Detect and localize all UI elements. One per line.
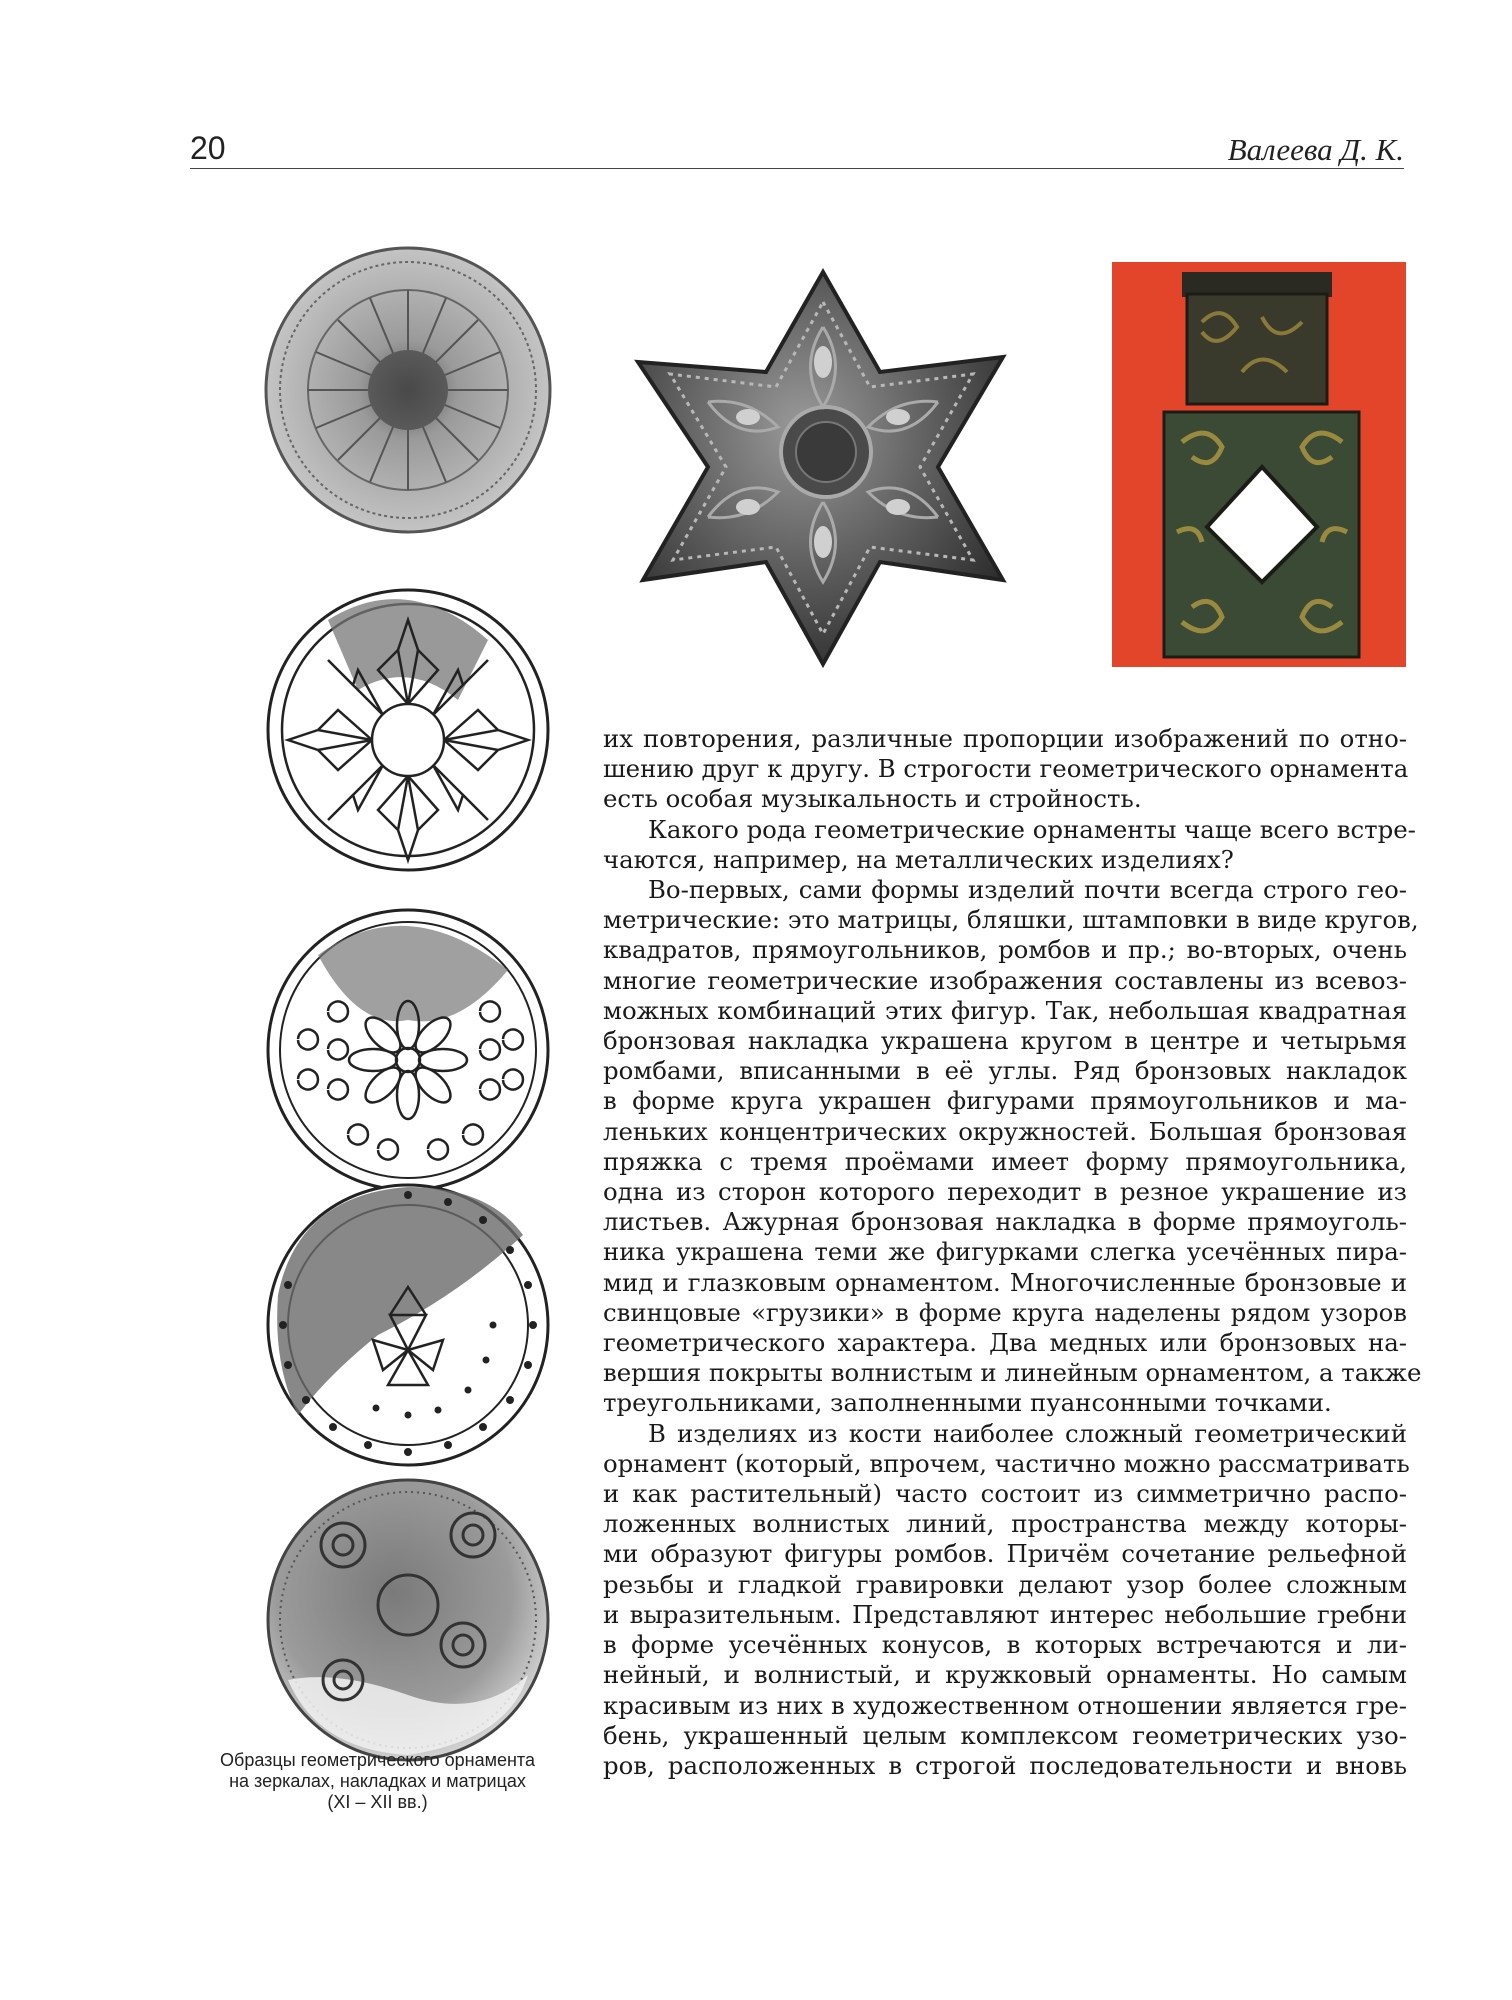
- text-line: красивым из них в художественном отношении является гре-: [603, 1690, 1407, 1720]
- text-line: их повторения, различные пропорции изображений по отно-: [603, 724, 1407, 753]
- page-number: 20: [190, 130, 226, 166]
- text-line: свинцовые «грузики» в форме круга наделены рядом узоров: [603, 1297, 1407, 1327]
- text-line: ми образуют фигуры ромбов. Причём сочетание рельефной: [603, 1539, 1407, 1569]
- text-line: в форме круга украшен фигурами прямоугольников и ма-: [603, 1086, 1407, 1116]
- text-line: Какого рода геометрические орнаменты чаще всего встре-: [648, 814, 1416, 844]
- photo-star-plaque: [608, 262, 1038, 672]
- text-line: многие геометрические изображения составлены из всевоз-: [603, 965, 1407, 995]
- text-line: треугольниками, заполненными пуансонными точками.: [603, 1388, 1332, 1418]
- ornament-flower-crescents: [258, 900, 558, 1200]
- body-text: [603, 724, 1422, 1781]
- text-line: квадратов, прямоугольников, ромбов и пр.; во-вторых, очень: [603, 935, 1407, 965]
- text-line: В изделиях из кости наиболее сложный геометрический: [648, 1418, 1407, 1448]
- text-line: ника украшена теми же фигурками слегка усечённых пира-: [603, 1237, 1407, 1267]
- ornament-dotted-disc: [258, 1175, 558, 1475]
- text-line: геометрического характера. Два медных или бронзовых на-: [603, 1328, 1407, 1358]
- text-line: мид и глазковым орнаментом. Многочисленные бронзовые и: [603, 1267, 1407, 1297]
- photo-bronze-buckle: [1112, 262, 1406, 667]
- text-line: и выразительным. Представляют интерес небольшие гребни: [603, 1599, 1407, 1629]
- text-line: шению друг к другу. В строгости геометрического орнамента: [603, 754, 1409, 784]
- paragraph: [603, 875, 1422, 1419]
- text-line: метрические: это матрицы, бляшки, штамповки в виде кругов,: [603, 905, 1419, 935]
- text-line: ромбами, вписанными в её углы. Ряд бронзовых накладок: [603, 1056, 1407, 1086]
- text-line: бень, украшенный целым комплексом геометрических узо-: [603, 1720, 1407, 1750]
- text-line: орнамент (который, впрочем, частично можно рассматривать: [603, 1448, 1410, 1478]
- header-rule: [190, 168, 1404, 169]
- text-line: ложенных волнистых линий, пространства между которы-: [603, 1509, 1407, 1539]
- text-line: Во-первых, сами формы изделий почти всегда строго гео-: [648, 875, 1407, 905]
- text-line: леньких концентрических окружностей. Большая бронзовая: [603, 1116, 1407, 1146]
- text-line: вершия покрыты волнистым и линейным орнаментом, а также: [603, 1358, 1422, 1388]
- paragraph: [603, 724, 1407, 815]
- text-line: резьбы и гладкой гравировки делают узор более сложным: [603, 1569, 1407, 1599]
- text-line: бронзовая накладка украшена кругом в центре и четырьмя: [603, 1026, 1407, 1056]
- text-line: можных комбинаций этих фигур. Так, небольшая квадратная: [603, 995, 1407, 1025]
- text-line: пряжка с тремя проёмами имеет форму прямоугольника,: [603, 1146, 1407, 1176]
- figure-caption: [200, 1750, 555, 1813]
- text-line: ров, расположенных в строгой последовательности и вновь: [603, 1750, 1407, 1780]
- ornament-concentric-circles-disc: [258, 1470, 558, 1770]
- text-line: листьев. Ажурная бронзовая накладка в форме прямоуголь-: [603, 1207, 1407, 1237]
- text-line: в форме усечённых конусов, в которых встречаются и ли-: [603, 1630, 1407, 1660]
- ornament-radial-disc: [258, 240, 558, 540]
- paragraph: [603, 1418, 1410, 1781]
- ornament-petal-rosette: [258, 580, 558, 880]
- running-header-author: Валеева Д. К.: [1227, 132, 1404, 167]
- text-line: и как растительный) часто состоит из симметрично распо-: [603, 1479, 1407, 1509]
- text-line: чаются, например, на металлических изделиях?: [603, 844, 1234, 874]
- caption-line: (XI – XII вв.): [327, 1792, 428, 1812]
- caption-line: Образцы геометрического орнамента: [220, 1750, 535, 1770]
- paragraph: [603, 814, 1416, 875]
- text-line: одна из сторон которого переходит в резное украшение из: [603, 1177, 1407, 1207]
- text-line: нейный, и волнистый, и кружковый орнаменты. Но самым: [603, 1660, 1407, 1690]
- text-line: есть особая музыкальность и стройность.: [603, 784, 1142, 814]
- caption-line: на зеркалах, накладках и матрицах: [229, 1771, 526, 1791]
